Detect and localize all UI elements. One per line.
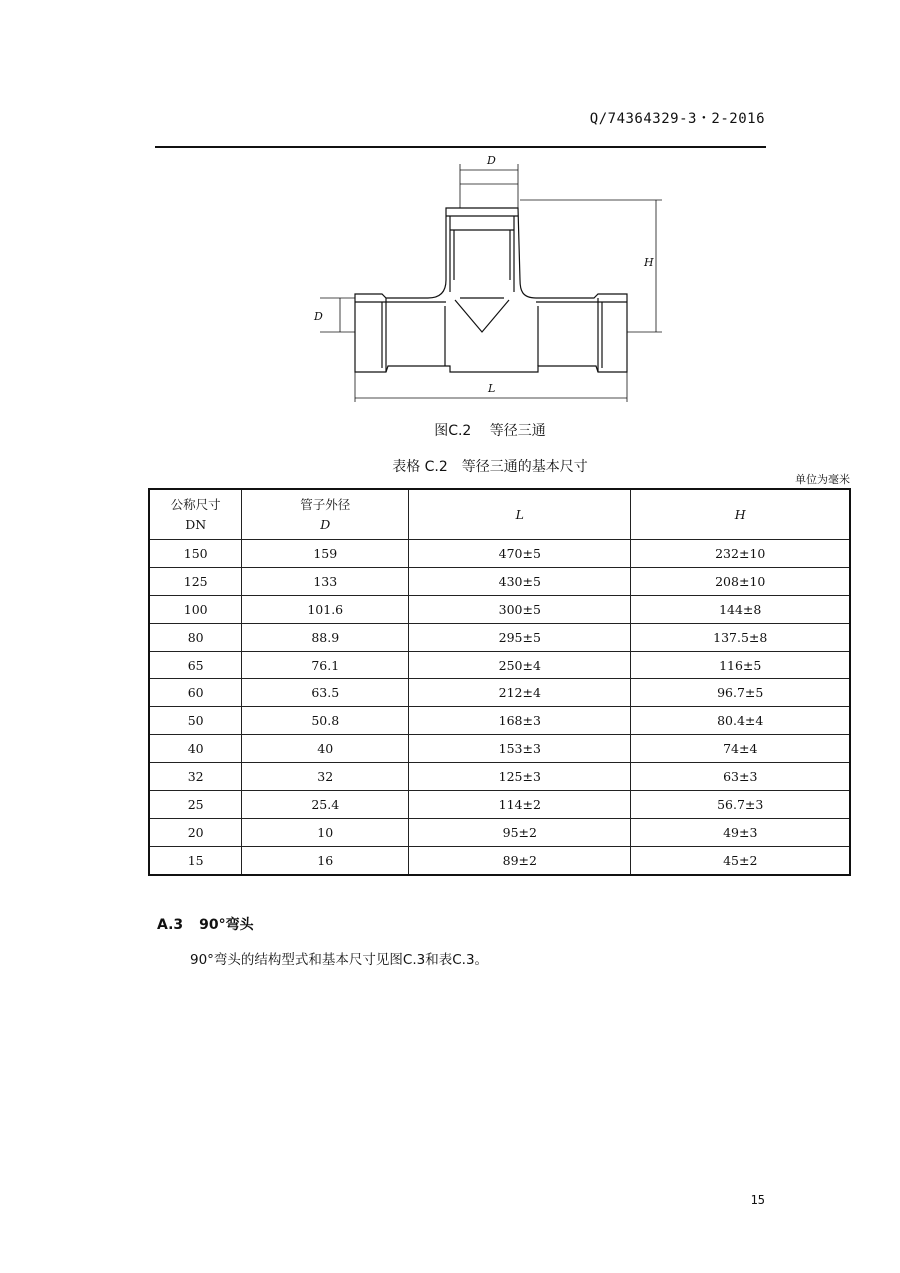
table-cell: 116±5 [631,651,850,679]
table-cell: 144±8 [631,595,850,623]
section-heading [157,914,254,934]
table-cell: 74±4 [631,735,850,763]
table-cell: 88.9 [242,623,409,651]
table-cell: 25.4 [242,791,409,819]
table-cell: 63.5 [242,679,409,707]
header-l: L [409,489,631,540]
document-code: Q/74364329-3・2-2016 [589,111,765,127]
table-cell: 80.4±4 [631,707,850,735]
table-cell: 133 [242,567,409,595]
table-cell: 95±2 [409,818,631,846]
table-cell: 32 [149,763,242,791]
table-cell: 96.7±5 [631,679,850,707]
table-cell: 114±2 [409,791,631,819]
table-cell: 153±3 [409,735,631,763]
table-cell: 137.5±8 [631,623,850,651]
table-cell: 295±5 [409,623,631,651]
table-cell: 25 [149,791,242,819]
table-cell: 208±10 [631,567,850,595]
table-cell: 150 [149,540,242,568]
table-cell: 100 [149,595,242,623]
dim-label-d-top: D [487,154,496,167]
table-row [149,846,850,874]
table-cell: 63±3 [631,763,850,791]
table-cell: 49±3 [631,818,850,846]
table-cell: 32 [242,763,409,791]
dim-label-d-left: D [314,310,323,323]
table-row [149,679,850,707]
table-cell: 430±5 [409,567,631,595]
section-body: 90°弯头的结构型式和基本尺寸见图C.3和表C.3。 [190,952,489,968]
table-row [149,763,850,791]
table-cell: 45±2 [631,846,850,874]
dim-label-h: H [644,256,654,269]
table-row [149,623,850,651]
table-cell: 50 [149,707,242,735]
table-row [149,818,850,846]
table-cell: 76.1 [242,651,409,679]
table-cell: 10 [242,818,409,846]
table-cell: 40 [149,735,242,763]
table-header-row [149,489,850,540]
table-row [149,651,850,679]
table-cell: 168±3 [409,707,631,735]
table-row [149,567,850,595]
dimension-table [148,488,851,876]
table-row [149,735,850,763]
table-cell: 40 [242,735,409,763]
table-row [149,595,850,623]
figure-caption: 图C.2 等径三通 [434,423,546,439]
header-h: H [631,489,850,540]
section-number: A.3 [157,917,184,933]
table-row [149,707,850,735]
dim-label-l: L [488,382,496,395]
header-outer-diameter: 管子外径 D [242,489,409,540]
table-cell: 56.7±3 [631,791,850,819]
table-cell: 101.6 [242,595,409,623]
table-cell: 15 [149,846,242,874]
page-number: 15 [750,1193,765,1207]
table-cell: 159 [242,540,409,568]
header-rule [155,146,766,148]
table-cell: 20 [149,818,242,846]
table-cell: 16 [242,846,409,874]
table-cell: 125±3 [409,763,631,791]
table-cell: 60 [149,679,242,707]
table-row [149,540,850,568]
table-cell: 300±5 [409,595,631,623]
table-cell: 89±2 [409,846,631,874]
table-cell: 470±5 [409,540,631,568]
table-caption: 表格 C.2 等径三通的基本尺寸 [392,459,588,475]
table-cell: 50.8 [242,707,409,735]
section-title: 90°弯头 [199,917,254,933]
table-row [149,791,850,819]
table-cell: 125 [149,567,242,595]
table-cell: 80 [149,623,242,651]
table-cell: 232±10 [631,540,850,568]
unit-note: 单位为毫米 [795,473,850,486]
table-cell: 250±4 [409,651,631,679]
table-cell: 65 [149,651,242,679]
table-cell: 212±4 [409,679,631,707]
header-dn: 公称尺寸 DN [149,489,242,540]
tee-drawing [300,150,680,412]
